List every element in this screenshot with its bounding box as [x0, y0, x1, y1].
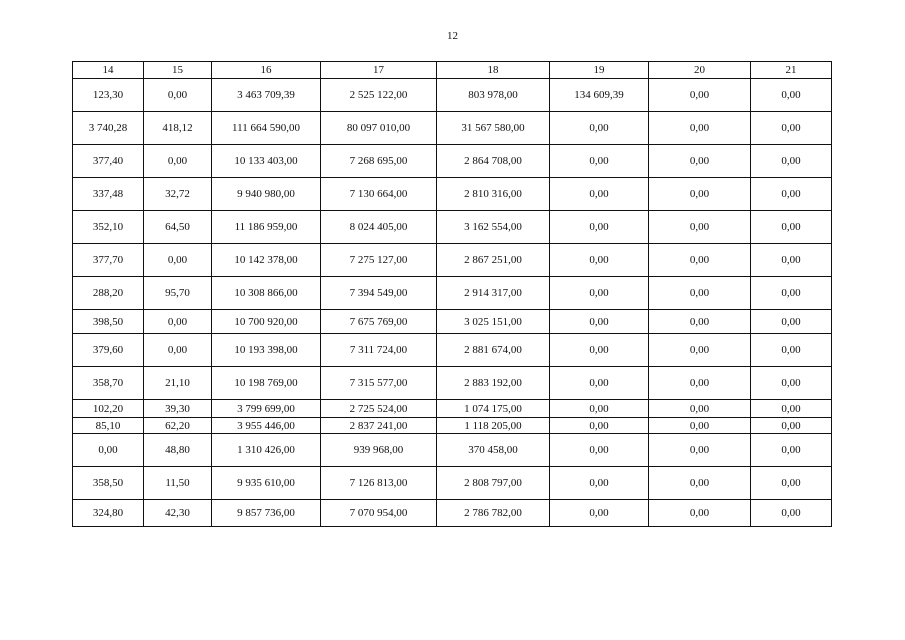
table-row [73, 112, 832, 145]
table-cell: 3 740,28 [73, 112, 144, 145]
table-cell: 0,00 [751, 79, 832, 112]
table-cell: 64,50 [144, 211, 212, 244]
column-header: 19 [550, 62, 649, 79]
table-row [73, 418, 832, 434]
table-cell: 0,00 [751, 467, 832, 500]
table-cell: 0,00 [550, 178, 649, 211]
table-cell: 2 786 782,00 [437, 500, 550, 527]
table-cell: 2 867 251,00 [437, 244, 550, 277]
table-cell: 7 311 724,00 [321, 334, 437, 367]
table-cell: 7 315 577,00 [321, 367, 437, 400]
table-cell: 8 024 405,00 [321, 211, 437, 244]
table-cell: 2 525 122,00 [321, 79, 437, 112]
table-cell: 1 310 426,00 [212, 434, 321, 467]
table-cell: 0,00 [649, 145, 751, 178]
table-row [73, 310, 832, 334]
table-cell: 0,00 [649, 112, 751, 145]
table-cell: 10 193 398,00 [212, 334, 321, 367]
table-cell: 0,00 [751, 178, 832, 211]
table-cell: 32,72 [144, 178, 212, 211]
table-cell: 21,10 [144, 367, 212, 400]
table-cell: 0,00 [649, 211, 751, 244]
table-row [73, 467, 832, 500]
table-cell: 0,00 [550, 244, 649, 277]
table-cell: 2 808 797,00 [437, 467, 550, 500]
table-cell: 358,50 [73, 467, 144, 500]
table-cell: 3 162 554,00 [437, 211, 550, 244]
table-cell: 398,50 [73, 310, 144, 334]
table-cell: 0,00 [649, 334, 751, 367]
table-cell: 0,00 [751, 145, 832, 178]
table-cell: 0,00 [649, 434, 751, 467]
table-cell: 0,00 [649, 500, 751, 527]
table-cell: 370 458,00 [437, 434, 550, 467]
column-header: 15 [144, 62, 212, 79]
table-cell: 0,00 [550, 145, 649, 178]
column-header: 21 [751, 62, 832, 79]
table-cell: 0,00 [550, 310, 649, 334]
table-cell: 10 198 769,00 [212, 367, 321, 400]
table-cell: 0,00 [550, 277, 649, 310]
table-cell: 0,00 [649, 178, 751, 211]
table-cell: 0,00 [751, 434, 832, 467]
table-cell: 10 308 866,00 [212, 277, 321, 310]
table-cell: 0,00 [751, 334, 832, 367]
table-cell: 7 268 695,00 [321, 145, 437, 178]
table-row [73, 400, 832, 418]
table-cell: 0,00 [144, 244, 212, 277]
table-cell: 0,00 [751, 277, 832, 310]
table-cell: 7 675 769,00 [321, 310, 437, 334]
table-row [73, 244, 832, 277]
table-cell: 9 857 736,00 [212, 500, 321, 527]
header-row [73, 62, 832, 79]
table-cell: 0,00 [550, 400, 649, 418]
table-cell: 324,80 [73, 500, 144, 527]
table-cell: 95,70 [144, 277, 212, 310]
table-cell: 0,00 [144, 310, 212, 334]
data-table [72, 61, 832, 527]
table-cell: 2 864 708,00 [437, 145, 550, 178]
table-cell: 0,00 [649, 79, 751, 112]
column-header: 16 [212, 62, 321, 79]
table-cell: 2 810 316,00 [437, 178, 550, 211]
table-cell: 0,00 [550, 334, 649, 367]
table-cell: 0,00 [649, 277, 751, 310]
table-cell: 0,00 [649, 310, 751, 334]
table-cell: 288,20 [73, 277, 144, 310]
table-cell: 62,20 [144, 418, 212, 434]
table-cell: 0,00 [649, 467, 751, 500]
table-cell: 10 700 920,00 [212, 310, 321, 334]
table-cell: 939 968,00 [321, 434, 437, 467]
table-cell: 0,00 [649, 400, 751, 418]
column-header: 18 [437, 62, 550, 79]
table-cell: 0,00 [550, 467, 649, 500]
table-cell: 10 133 403,00 [212, 145, 321, 178]
table-cell: 7 070 954,00 [321, 500, 437, 527]
table-cell: 2 725 524,00 [321, 400, 437, 418]
table-row [73, 334, 832, 367]
table-cell: 0,00 [550, 434, 649, 467]
table-cell: 0,00 [751, 367, 832, 400]
table-cell: 3 799 699,00 [212, 400, 321, 418]
table-cell: 11 186 959,00 [212, 211, 321, 244]
table-cell: 2 837 241,00 [321, 418, 437, 434]
table-cell: 0,00 [73, 434, 144, 467]
table-cell: 0,00 [550, 500, 649, 527]
table-row [73, 367, 832, 400]
table-cell: 9 935 610,00 [212, 467, 321, 500]
table-cell: 0,00 [751, 500, 832, 527]
table-cell: 2 914 317,00 [437, 277, 550, 310]
table-cell: 0,00 [550, 211, 649, 244]
page-number: 12 [447, 30, 458, 42]
table-cell: 85,10 [73, 418, 144, 434]
table-cell: 7 130 664,00 [321, 178, 437, 211]
table-row [73, 434, 832, 467]
table-cell: 0,00 [550, 112, 649, 145]
table-cell: 80 097 010,00 [321, 112, 437, 145]
table-cell: 0,00 [144, 145, 212, 178]
table-cell: 418,12 [144, 112, 212, 145]
table-cell: 0,00 [751, 211, 832, 244]
table-cell: 3 025 151,00 [437, 310, 550, 334]
column-header: 17 [321, 62, 437, 79]
table-cell: 377,40 [73, 145, 144, 178]
table-cell: 11,50 [144, 467, 212, 500]
table-cell: 2 883 192,00 [437, 367, 550, 400]
column-header: 14 [73, 62, 144, 79]
table-cell: 0,00 [550, 367, 649, 400]
table-cell: 0,00 [144, 334, 212, 367]
table-row [73, 500, 832, 527]
table-cell: 10 142 378,00 [212, 244, 321, 277]
table-cell: 2 881 674,00 [437, 334, 550, 367]
table-cell: 337,48 [73, 178, 144, 211]
table-cell: 7 275 127,00 [321, 244, 437, 277]
table-cell: 0,00 [649, 418, 751, 434]
table-cell: 1 118 205,00 [437, 418, 550, 434]
table-row [73, 178, 832, 211]
table-cell: 1 074 175,00 [437, 400, 550, 418]
table-cell: 0,00 [751, 244, 832, 277]
table-cell: 9 940 980,00 [212, 178, 321, 211]
table-cell: 0,00 [649, 367, 751, 400]
table-cell: 352,10 [73, 211, 144, 244]
table-cell: 134 609,39 [550, 79, 649, 112]
table-row [73, 79, 832, 112]
table-row [73, 277, 832, 310]
table-cell: 123,30 [73, 79, 144, 112]
table-cell: 39,30 [144, 400, 212, 418]
table-cell: 0,00 [751, 112, 832, 145]
table-cell: 803 978,00 [437, 79, 550, 112]
table-cell: 31 567 580,00 [437, 112, 550, 145]
table-cell: 0,00 [649, 244, 751, 277]
table-cell: 379,60 [73, 334, 144, 367]
table-cell: 7 394 549,00 [321, 277, 437, 310]
table-cell: 358,70 [73, 367, 144, 400]
table-cell: 0,00 [144, 79, 212, 112]
table-cell: 3 463 709,39 [212, 79, 321, 112]
table-row [73, 145, 832, 178]
table-cell: 102,20 [73, 400, 144, 418]
table-row [73, 211, 832, 244]
column-header: 20 [649, 62, 751, 79]
table-cell: 111 664 590,00 [212, 112, 321, 145]
table-cell: 377,70 [73, 244, 144, 277]
table-cell: 0,00 [550, 418, 649, 434]
table-cell: 3 955 446,00 [212, 418, 321, 434]
table-cell: 0,00 [751, 418, 832, 434]
table-cell: 0,00 [751, 400, 832, 418]
table-cell: 48,80 [144, 434, 212, 467]
table-cell: 0,00 [751, 310, 832, 334]
table-cell: 42,30 [144, 500, 212, 527]
table-cell: 7 126 813,00 [321, 467, 437, 500]
